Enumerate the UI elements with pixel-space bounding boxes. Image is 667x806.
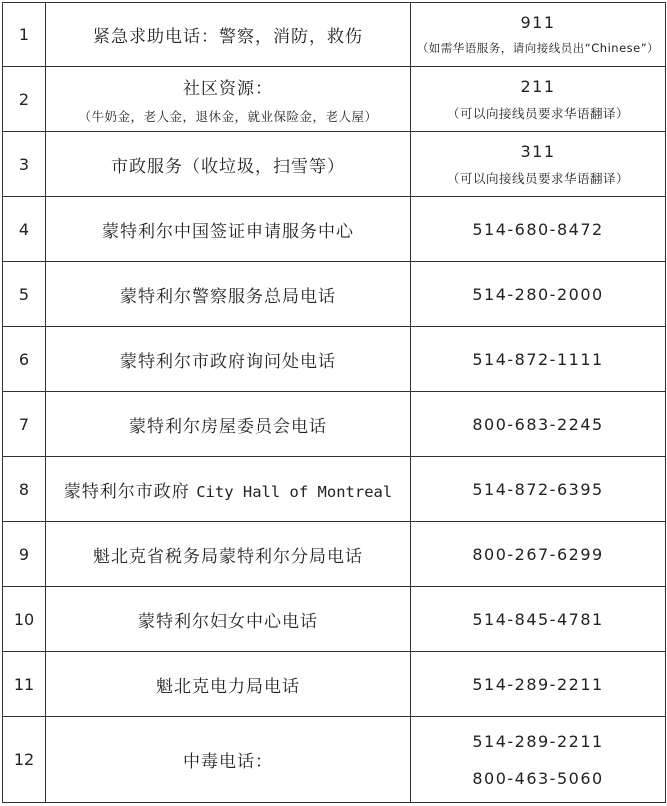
table-row bbox=[3, 587, 666, 652]
service-name: 蒙特利尔市政府 bbox=[63, 481, 190, 502]
table-row bbox=[3, 3, 666, 67]
service-name: 社区资源： bbox=[183, 78, 273, 99]
table-row bbox=[3, 262, 666, 327]
phone-number: 514-872-1111 bbox=[411, 327, 666, 392]
table-row bbox=[3, 652, 666, 717]
row-number: 11 bbox=[3, 652, 46, 717]
row-number: 1 bbox=[3, 3, 46, 67]
phone-cell bbox=[411, 132, 666, 197]
service-name: 蒙特利尔妇女中心电话 bbox=[46, 587, 411, 652]
phone-note: （如需华语服务，请向接线员出“Chinese”） bbox=[416, 41, 660, 55]
row-number: 9 bbox=[3, 522, 46, 587]
service-name: 魁北克电力局电话 bbox=[46, 652, 411, 717]
table-row bbox=[3, 197, 666, 262]
phone-number: 911 bbox=[520, 13, 556, 32]
row-number: 7 bbox=[3, 392, 46, 457]
table-row bbox=[3, 717, 666, 803]
service-name: 蒙特利尔市政府询问处电话 bbox=[46, 327, 411, 392]
service-name: 魁北克省税务局蒙特利尔分局电话 bbox=[46, 522, 411, 587]
phone-number: 514-280-2000 bbox=[411, 262, 666, 327]
service-subtext: （牛奶金，老人金，退休金，就业保险金，老人屋） bbox=[78, 108, 378, 124]
phone-note: （可以向接线员要求华语翻译） bbox=[446, 170, 629, 186]
phone-number: 514-845-4781 bbox=[411, 587, 666, 652]
service-name: 蒙特利尔警察服务总局电话 bbox=[46, 262, 411, 327]
table-row bbox=[3, 327, 666, 392]
phone-number: 211 bbox=[520, 76, 556, 96]
phone-number: 514-872-6395 bbox=[411, 457, 666, 522]
table-row bbox=[3, 67, 666, 132]
phone-note: （可以向接线员要求华语翻译） bbox=[446, 105, 629, 121]
row-number: 3 bbox=[3, 132, 46, 197]
row-number: 12 bbox=[3, 717, 46, 803]
row-number: 2 bbox=[3, 67, 46, 132]
table-row bbox=[3, 392, 666, 457]
row-number: 10 bbox=[3, 587, 46, 652]
row-number: 8 bbox=[3, 457, 46, 522]
service-name: 紧急求助电话：警察，消防，救伤 bbox=[46, 3, 411, 67]
phone-number: 514-680-8472 bbox=[411, 197, 666, 262]
phone-cell bbox=[411, 3, 666, 67]
service-name: 中毒电话： bbox=[46, 717, 411, 803]
service-name: 蒙特利尔房屋委员会电话 bbox=[46, 392, 411, 457]
phone-cell bbox=[411, 717, 666, 803]
phone-number-secondary: 800-463-5060 bbox=[472, 768, 604, 788]
service-name: 蒙特利尔中国签证申请服务中心 bbox=[46, 197, 411, 262]
phone-number: 514-289-2211 bbox=[472, 731, 604, 751]
service-name-cell bbox=[46, 457, 411, 522]
row-number: 4 bbox=[3, 197, 46, 262]
phone-number: 800-267-6299 bbox=[411, 522, 666, 587]
service-name-cell bbox=[46, 67, 411, 132]
service-name-english: City Hall of Montreal bbox=[196, 482, 393, 501]
phone-number: 514-289-2211 bbox=[411, 652, 666, 717]
phone-cell bbox=[411, 67, 666, 132]
phone-number: 311 bbox=[520, 141, 556, 161]
phone-number: 800-683-2245 bbox=[411, 392, 666, 457]
contact-table bbox=[2, 2, 666, 803]
service-name: 市政服务（收垃圾，扫雪等） bbox=[46, 132, 411, 197]
table-row bbox=[3, 522, 666, 587]
table-row bbox=[3, 132, 666, 197]
row-number: 6 bbox=[3, 327, 46, 392]
row-number: 5 bbox=[3, 262, 46, 327]
table-row bbox=[3, 457, 666, 522]
